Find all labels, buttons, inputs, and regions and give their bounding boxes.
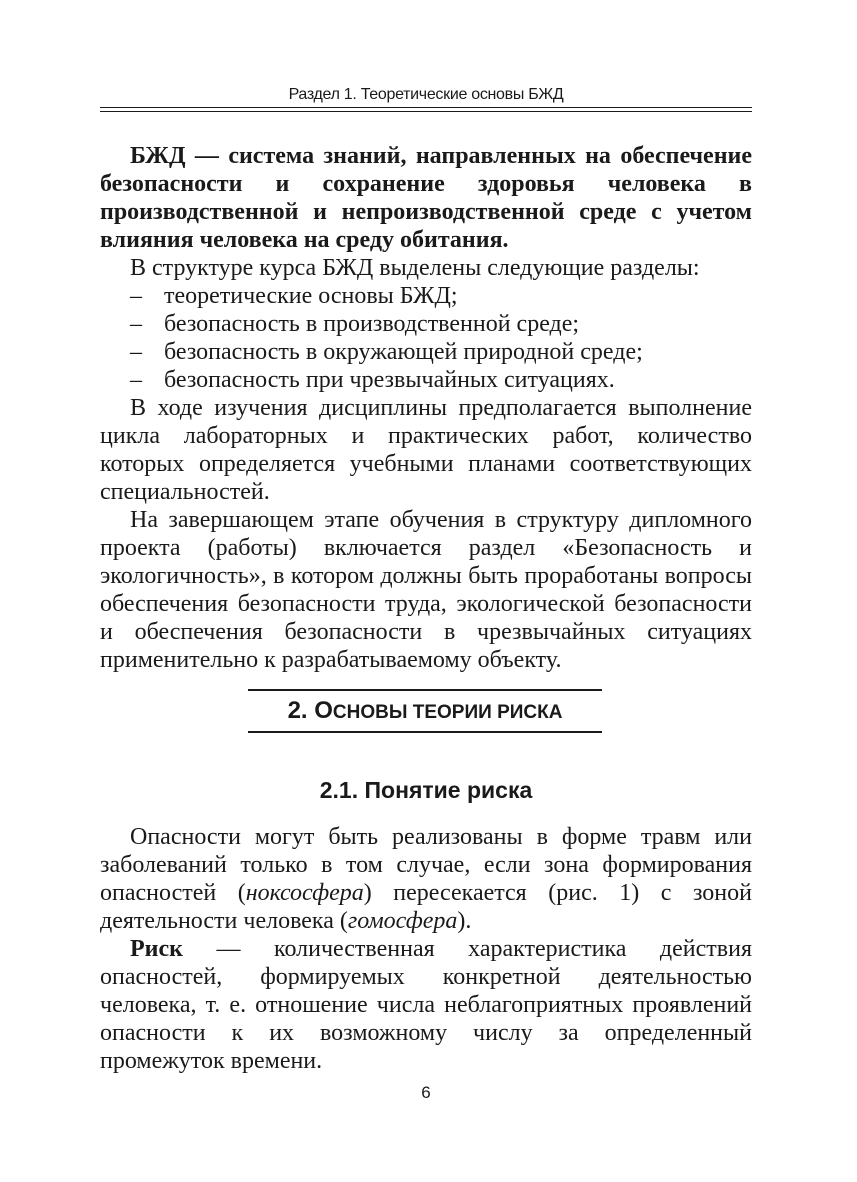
hazard-text-b: ) пересекается (рис. 1) с зоной деятельности человека ( <box>100 880 752 934</box>
course-sections-list <box>100 282 752 394</box>
chapter-title-rest: СНОВЫ ТЕОРИИ РИСКА <box>332 702 563 723</box>
list-dash: – <box>130 283 142 309</box>
intro-text <box>100 142 752 674</box>
chapter-title-initial: О <box>314 697 333 724</box>
hazard-text-c: ). <box>457 908 472 934</box>
chapter-number: 2. <box>287 697 308 724</box>
page-number: 6 <box>421 1083 431 1102</box>
term-noxosphere: ноксосфера <box>245 880 364 906</box>
risk-text <box>100 823 752 1075</box>
list-item-text: безопасность при чрезвычайных ситуациях. <box>164 367 615 393</box>
list-item <box>100 338 752 366</box>
running-header: Раздел 1. Теоретические основы БЖД <box>288 86 564 103</box>
list-dash: – <box>130 339 142 365</box>
list-dash: – <box>130 367 142 393</box>
structure-lead: В структуре курса БЖД выделены следующие разделы: <box>130 255 700 281</box>
labs-paragraph: В ходе изучения дисциплины предполагается выполнение цикла лабораторных и практических работ, количество которых определяется учебными планами соответствующих специальностей. <box>100 395 752 505</box>
section-title: 2.1. Понятие риска <box>319 777 533 803</box>
chapter-title <box>248 691 602 731</box>
header-rule-top <box>100 107 752 108</box>
chapter-heading-block <box>248 689 602 733</box>
diploma-paragraph: На завершающем этапе обучения в структуру дипломного проекта (работы) включается раздел «Безопасность и экологичность», в котором должны быть проработаны вопросы обеспечения безопасности труда, экологической безопасности и обеспечения безопасности в чрезвычайных ситуациях применительно к разрабатываемому объекту. <box>100 507 752 673</box>
list-item <box>100 366 752 394</box>
risk-definition-text: — количественная характеристика действия опасностей, формируемых конкретной деятельностью человека, т. е. отношение числа неблагоприятных проявлений опасности к их возможному числу за определенный промежуток времени. <box>100 936 752 1074</box>
term-homosphere: гомосфера <box>347 908 458 934</box>
hazard-text-a: Опасности могут быть реализованы в форме травм или заболеваний только в том случае, если зона формирования опасностей ( <box>100 824 752 906</box>
list-item-text: теоретические основы БЖД; <box>164 283 458 309</box>
list-dash: – <box>130 311 142 337</box>
risk-definition-paragraph <box>100 935 752 1075</box>
term-risk: Риск <box>130 936 183 962</box>
list-item <box>100 282 752 310</box>
hazard-paragraph <box>100 823 752 935</box>
list-item <box>100 310 752 338</box>
list-item-text: безопасность в окружающей природной среде; <box>164 339 643 365</box>
chapter-rule-bottom <box>248 731 602 733</box>
header-rule-bottom <box>100 111 752 112</box>
list-item-text: безопасность в производственной среде; <box>164 311 580 337</box>
definition-paragraph: БЖД — система знаний, направленных на обеспечение безопасности и сохранение здоровья человека в производственной и непроизводственной среде с учетом влияния человека на среду обитания. <box>100 143 752 253</box>
